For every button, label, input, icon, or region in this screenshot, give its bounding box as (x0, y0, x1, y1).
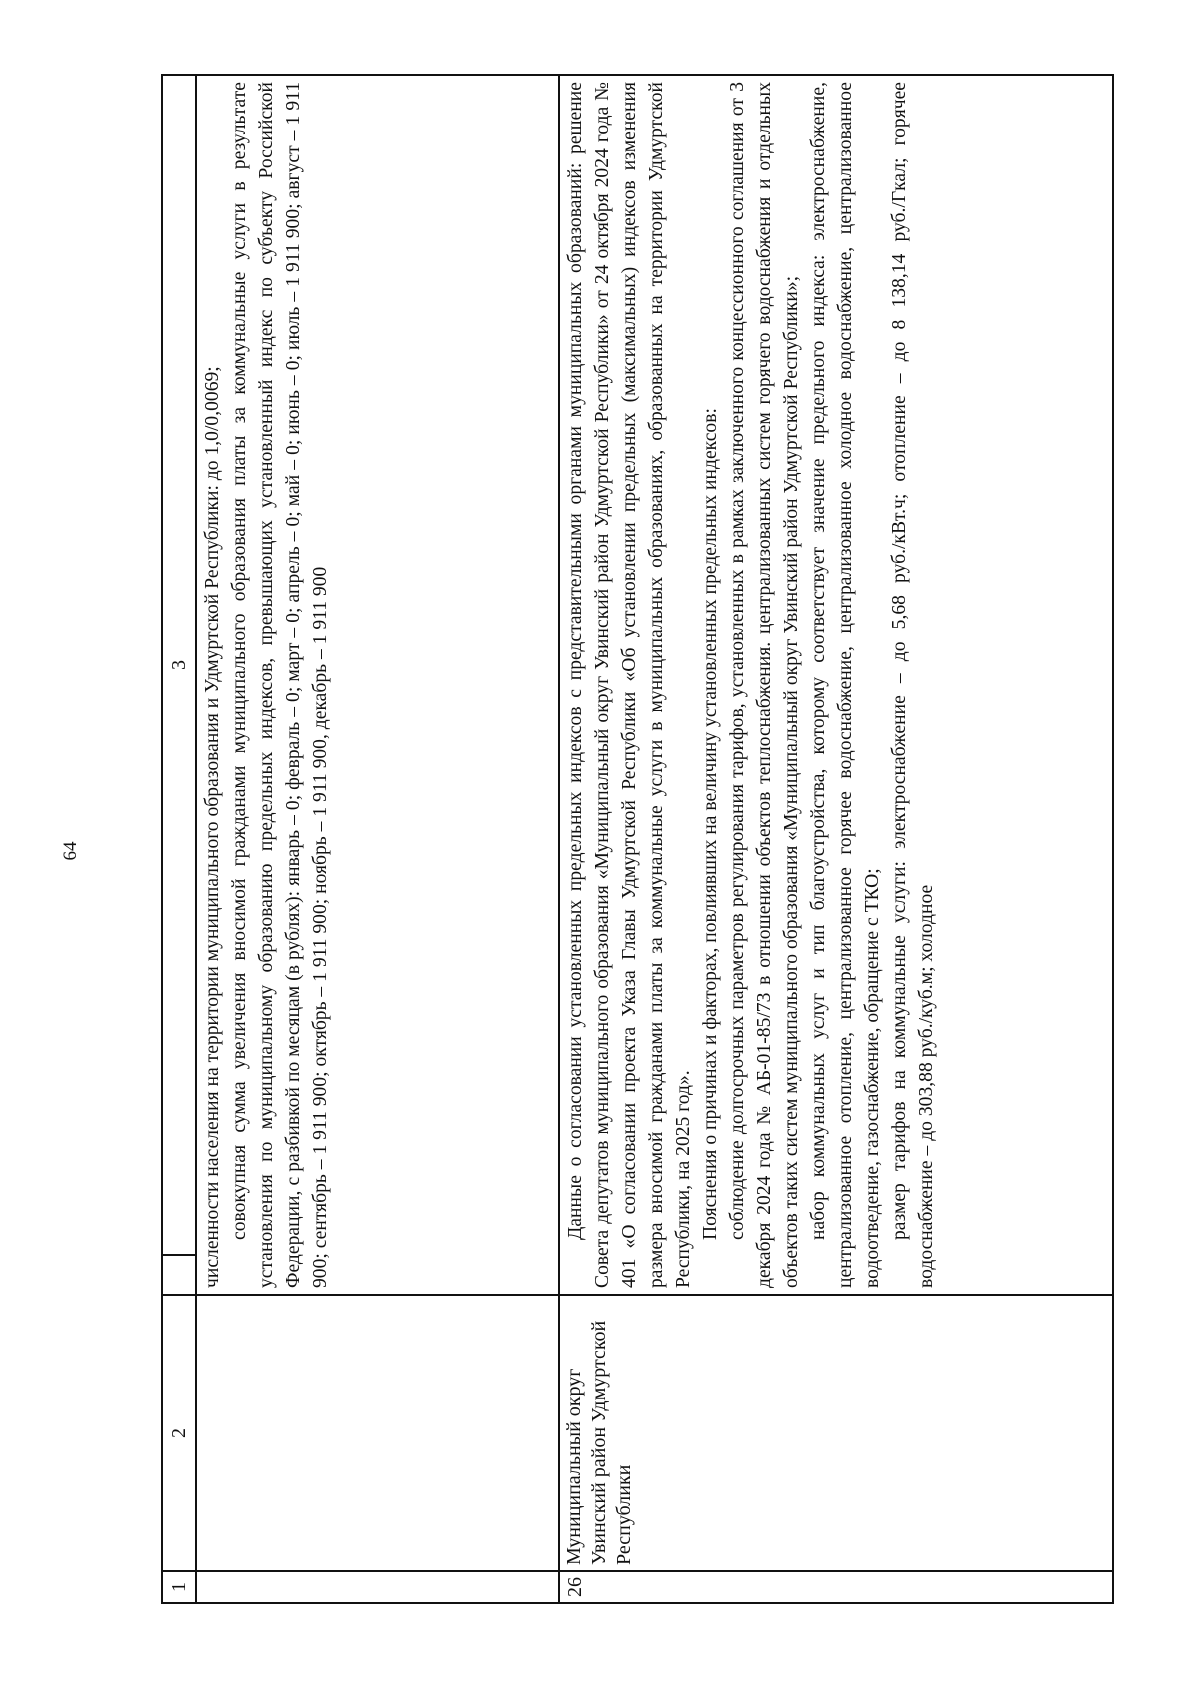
header-cell: 3 (162, 75, 196, 1255)
paragraph: совокупная сумма увеличения вносимой гражданами муниципального образования платы за коммунальные услуги в результате установления по муниципальному образованию предельных индексов, превышающих установленный индекс по субъекту Российской Федерации, с разбивкой по месяцам (в рублях): январь – 0; февраль – 0; март – 0; апрель – 0; май – 0; июнь – 0; июль – 1 911 900; август – 1 911 900; сентябрь – 1 911 900; октябрь – 1 911 900; ноябрь – 1 911 900, декабрь – 1 911 900 (229, 82, 331, 1288)
municipality-name: Муниципальный округ Увинский район Удмуртской Республики (559, 1295, 1113, 1571)
row-text (196, 75, 559, 1295)
paragraph: Пояснения о причинах и факторах, повлиявших на величину установленных предельных индексов: (700, 408, 721, 1240)
header-cell: 2 (162, 1295, 196, 1571)
table-row (196, 75, 559, 1603)
paragraph: набор коммунальных услуг и тип благоустройства, которому соответствует значение предельного индекса: электроснабжение, централизованное отопление, централизованное горячее водоснабжение, централизованное холодное водоснабжение, централизованное водоотведение, газоснабжение, обращение с ТКО; (808, 82, 883, 1288)
paragraph: численности населения на территории муниципального образования и Удмуртской Республики: до 1,0/0,0069; (202, 366, 223, 1288)
paragraph: соблюдение долгосрочных параметров регулирования тарифов, установленных в рамках заключенного концессионного соглашения от 3 декабря 2024 года № АБ-01-85/73 в отношении объектов теплоснабжения. централизованных систем горячего водоснабжения и отдельных объектов таких систем муниципального образования «Муниципальный округ Увинский район Удмуртской Республики»; (727, 82, 802, 1288)
paragraph: Данные о согласовании установленных предельных индексов с представительными органами муниципальных образований: решение Совета депутатов муниципального образования «Муниципальный округ Увинский район Удмуртской Республики» от 24 октября 2024 года № 401 «О согласовании проекта Указа Главы Удмуртской Республики «Об установлении предельных (максимальных) индексов изменения размера вносимой гражданами платы за коммунальные услуги в муниципальных образованиях, образованных на территории Удмуртской Республики, на 2025 год». (565, 82, 694, 1288)
header-cell: 1 (162, 1571, 196, 1603)
paragraph: размер тарифов на коммунальные услуги: электроснабжение – до 5,68 руб./кВт.ч; отопление – до 8 138,14 руб./Гкал; горячее водоснабжение – до 303,88 руб./куб.м; холодное (889, 82, 937, 1288)
table-row (559, 75, 1113, 1603)
rotated-page-content (161, 76, 1112, 1604)
row-number (196, 1571, 559, 1603)
header-cell (162, 1255, 196, 1295)
municipality-name (196, 1295, 559, 1571)
row-text (559, 75, 1113, 1295)
page-number: 64 (60, 841, 81, 861)
table-header-row (162, 75, 196, 1603)
row-number: 26 (559, 1571, 1113, 1603)
data-table (161, 74, 1114, 1604)
